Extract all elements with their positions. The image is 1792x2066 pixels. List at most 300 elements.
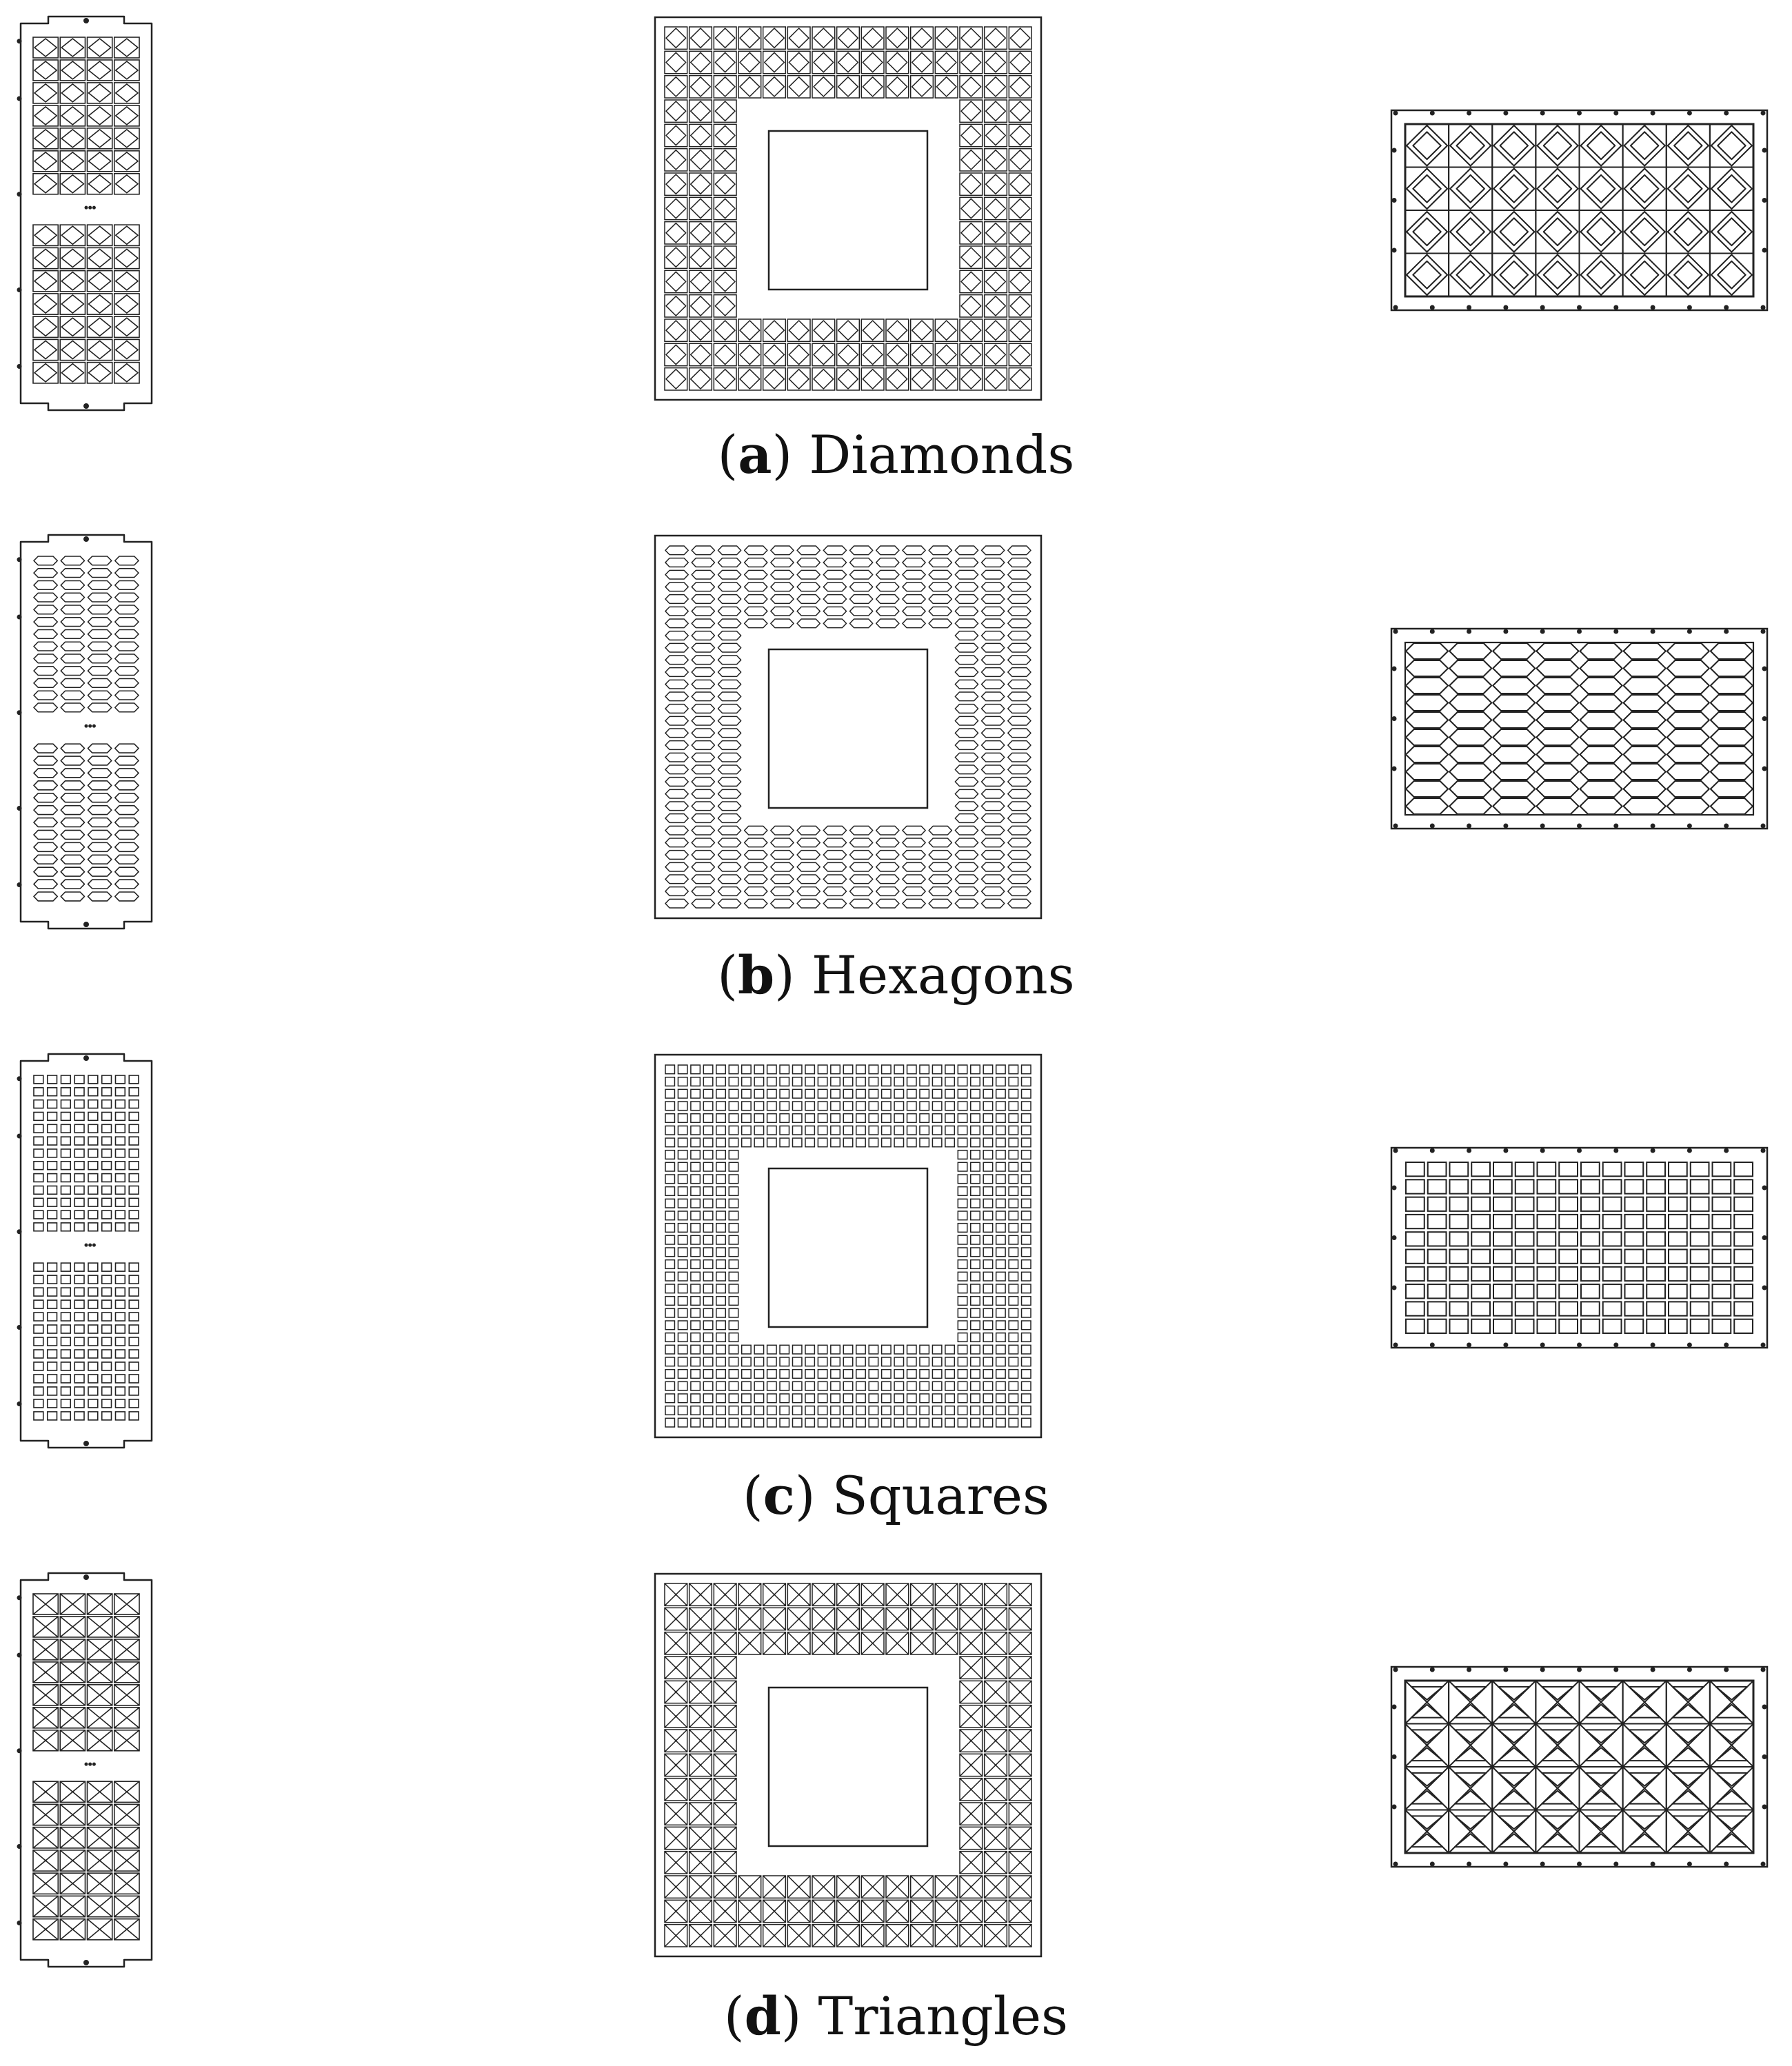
triangle-cutout <box>1716 1705 1747 1718</box>
square-cutout <box>102 1223 112 1231</box>
square-cutout <box>945 1381 954 1390</box>
cell <box>1710 168 1753 211</box>
hexagon-cutout <box>61 630 84 639</box>
square-cutout <box>1493 1232 1512 1246</box>
cell <box>114 316 139 337</box>
square-cutout <box>945 1114 954 1123</box>
hexagon-cutout <box>1008 619 1031 628</box>
diamond-cutout <box>715 199 735 218</box>
triangle-divider <box>714 1608 736 1630</box>
square-cutout <box>116 1288 125 1296</box>
hexagon-cutout <box>1711 712 1753 728</box>
cell <box>1536 124 1579 168</box>
triangle-divider <box>837 1925 860 1947</box>
hexagon-cutout <box>115 892 139 901</box>
triangle-divider <box>60 1662 85 1683</box>
square-cutout <box>665 1308 674 1317</box>
hexagon-cutout <box>903 558 925 567</box>
diamond-cutout <box>986 125 1006 145</box>
triangle-cutout <box>1411 1748 1442 1761</box>
square-cutout <box>831 1357 840 1366</box>
triangle-divider <box>714 1779 736 1801</box>
square-cutout <box>129 1223 139 1231</box>
cell <box>960 124 983 146</box>
hexagon-cutout <box>1536 747 1578 762</box>
hexagon-cutout <box>982 595 1005 604</box>
diamond-cutout <box>666 199 686 218</box>
square-cutout <box>1009 1260 1018 1269</box>
square-cutout <box>983 1162 992 1171</box>
square-cutout <box>1647 1179 1665 1193</box>
hexagon-cutout <box>61 769 84 778</box>
square-cutout <box>716 1235 725 1244</box>
bolt-hole <box>17 1595 22 1600</box>
diamond-cutout <box>814 369 834 389</box>
triangle-divider <box>60 1639 85 1660</box>
hexagon-cutout <box>797 546 820 555</box>
square-cutout <box>1559 1232 1578 1246</box>
diamond-cutout <box>61 318 83 336</box>
square-cutout <box>703 1077 712 1086</box>
cell <box>665 270 687 292</box>
diamond-cutout <box>1010 150 1030 170</box>
hexagon-cutout <box>1711 764 1753 780</box>
bolt-hole <box>1392 148 1397 153</box>
hexagon-cutout <box>61 756 84 765</box>
triangle-divider <box>1009 1657 1031 1679</box>
hexagon-cutout <box>1580 643 1622 659</box>
square-cutout <box>971 1357 980 1366</box>
square-cutout <box>34 1149 43 1157</box>
hexagon-cutout <box>745 558 767 567</box>
hexagon-cutout <box>745 546 767 555</box>
square-cutout <box>1669 1232 1687 1246</box>
square-cutout <box>729 1308 738 1317</box>
cell <box>1009 51 1031 73</box>
cell <box>114 37 139 58</box>
square-cutout <box>1713 1302 1731 1315</box>
diamond-cutout <box>715 77 735 97</box>
square-cutout <box>116 1112 125 1120</box>
triangle-divider <box>837 1583 860 1606</box>
triangle-cutout <box>1585 1773 1616 1786</box>
triangle-divider <box>935 1900 958 1922</box>
diamond-cutout <box>986 272 1006 291</box>
square-cutout <box>983 1151 992 1159</box>
diamond-cutout <box>116 295 138 313</box>
square-cutout <box>1559 1302 1578 1315</box>
square-cutout <box>907 1077 916 1086</box>
square-cutout <box>805 1089 814 1098</box>
square-cutout <box>665 1381 674 1390</box>
square-cutout <box>742 1370 751 1379</box>
square-cutout <box>958 1260 967 1269</box>
triangle-divider <box>960 1827 983 1849</box>
square-cutout <box>1625 1179 1644 1193</box>
square-cutout <box>678 1187 687 1196</box>
square-cutout <box>102 1100 112 1108</box>
square-cutout <box>1022 1224 1031 1233</box>
square-cutout <box>1471 1179 1490 1193</box>
hexagon-cutout <box>797 887 820 896</box>
triangle-cutout <box>1716 1730 1747 1743</box>
cell <box>1580 254 1623 297</box>
hexagon-cutout <box>665 643 688 652</box>
diamond-cutout <box>89 61 111 79</box>
hexagon-cutout <box>929 558 952 567</box>
square-cutout <box>1406 1197 1424 1211</box>
cell <box>837 319 860 341</box>
square-cutout <box>665 1224 674 1233</box>
bolt-hole <box>85 725 88 728</box>
hexagon-cutout <box>61 691 84 700</box>
diamond-cutout <box>838 369 858 389</box>
square-cutout <box>88 1412 98 1420</box>
triangle-divider <box>960 1876 983 1898</box>
square-cutout <box>48 1124 57 1133</box>
square-cutout <box>1450 1162 1469 1176</box>
mount-hole <box>83 1960 89 1965</box>
square-cutout <box>856 1077 865 1086</box>
tall-plate-outline <box>21 535 152 929</box>
square-cutout <box>742 1065 751 1074</box>
square-cutout <box>34 1362 43 1370</box>
cell <box>1009 149 1031 171</box>
square-cutout <box>869 1089 878 1098</box>
triangle-divider <box>1009 1779 1031 1801</box>
hexagon-cutout <box>115 618 139 627</box>
square-cutout <box>61 1300 71 1308</box>
hexagon-cutout <box>903 607 925 616</box>
square-cutout <box>678 1321 687 1330</box>
square-cutout <box>34 1275 43 1284</box>
bolt-hole <box>1430 111 1435 116</box>
square-cutout <box>767 1406 776 1415</box>
bolt-hole <box>1503 1343 1508 1348</box>
square-cutout <box>1022 1235 1031 1244</box>
square-cutout <box>678 1235 687 1244</box>
cell <box>33 247 58 268</box>
triangle-divider <box>985 1876 1007 1898</box>
square-cutout <box>61 1088 71 1096</box>
hexagon-cutout <box>745 838 767 847</box>
square-cutout <box>703 1308 712 1317</box>
triangle-cutout <box>1673 1791 1704 1804</box>
diamond-cutout <box>986 321 1006 340</box>
triangle-divider <box>960 1705 983 1728</box>
square-cutout <box>907 1406 916 1415</box>
hexagon-cutout <box>718 765 741 774</box>
square-cutout <box>1406 1250 1424 1264</box>
hexagon-cutout <box>61 842 84 851</box>
bolt-hole <box>1651 1148 1655 1153</box>
square-cutout <box>958 1126 967 1135</box>
square-cutout <box>907 1418 916 1427</box>
square-cutout <box>754 1077 763 1086</box>
hexagon-cutout <box>665 778 688 787</box>
square-cutout <box>48 1412 57 1420</box>
bolt-hole <box>1687 824 1692 829</box>
triangle-cutout <box>1498 1816 1529 1829</box>
triangle-divider <box>935 1876 958 1898</box>
bolt-hole <box>1687 1343 1692 1348</box>
square-cutout <box>1009 1199 1018 1208</box>
bolt-hole <box>17 1076 22 1081</box>
hexagon-cutout <box>665 570 688 579</box>
cell <box>88 37 112 58</box>
hexagon-cutout <box>115 769 139 778</box>
square-cutout <box>996 1089 1005 1098</box>
square-cutout <box>703 1357 712 1366</box>
square-cutout <box>1009 1151 1018 1159</box>
square-cutout <box>34 1124 43 1133</box>
square-cutout <box>1471 1267 1490 1281</box>
caption-text: Diamonds <box>809 424 1075 485</box>
hexagon-cutout <box>903 826 925 835</box>
triangle-divider <box>886 1632 909 1654</box>
square-cutout <box>1625 1319 1644 1333</box>
diamond-cutout <box>61 175 83 193</box>
triangle-divider <box>60 1617 85 1637</box>
square-cutout <box>1022 1321 1031 1330</box>
hexagon-cutout <box>1008 631 1031 640</box>
triangle-divider <box>985 1632 1007 1654</box>
bolt-hole <box>17 1325 22 1330</box>
square-cutout <box>1538 1232 1556 1246</box>
square-cutout <box>996 1248 1005 1257</box>
cell <box>665 51 687 73</box>
hexagon-cutout <box>1008 899 1031 908</box>
triangle-divider <box>714 1900 736 1922</box>
triangle-divider <box>886 1608 909 1630</box>
bolt-hole <box>1724 629 1729 634</box>
hexagon-cutout <box>1711 660 1753 676</box>
square-cutout <box>945 1126 954 1135</box>
cell <box>763 51 786 73</box>
triangle-divider <box>861 1925 884 1947</box>
square-cutout <box>742 1089 751 1098</box>
hexagon-cutout <box>34 654 57 663</box>
triangle-divider <box>689 1925 712 1947</box>
square-cutout <box>703 1175 712 1184</box>
hexagon-cutout <box>955 558 978 567</box>
cell <box>665 319 687 341</box>
triangle-divider <box>88 1804 112 1825</box>
square-cutout <box>729 1102 738 1111</box>
triangle-cutout <box>1716 1748 1747 1761</box>
triangle-divider <box>665 1583 687 1606</box>
triangle-divider <box>114 1730 139 1751</box>
square-cutout <box>932 1357 941 1366</box>
hexagon-cutout <box>1449 660 1491 676</box>
square-cutout <box>1581 1179 1600 1193</box>
triangle-cutout <box>1455 1748 1486 1761</box>
square-cutout <box>703 1272 712 1281</box>
diamond-cutout <box>34 364 57 382</box>
square-cutout <box>869 1065 878 1074</box>
square-cutout <box>74 1124 84 1133</box>
square-cutout <box>932 1126 941 1135</box>
bolt-hole <box>1577 1148 1582 1153</box>
square-cutout <box>894 1126 903 1135</box>
square-cutout <box>691 1260 700 1269</box>
cell <box>689 51 712 73</box>
cell <box>88 316 112 337</box>
square-cutout <box>1009 1224 1018 1233</box>
square-cutout <box>1450 1215 1469 1228</box>
square-cutout <box>729 1175 738 1184</box>
square-cutout <box>1009 1370 1018 1379</box>
diamond-cutout <box>814 345 834 364</box>
triangle-divider <box>861 1876 884 1898</box>
bolt-hole <box>1430 1343 1435 1348</box>
hexagon-cutout <box>823 862 846 871</box>
triangle-divider <box>837 1608 860 1630</box>
triangle-divider <box>763 1583 786 1606</box>
triangle-cutout <box>1498 1748 1529 1761</box>
wide-plate <box>1391 1667 1767 1867</box>
cell <box>837 51 860 73</box>
triangle-divider <box>911 1900 934 1922</box>
triangle-divider <box>665 1779 687 1801</box>
square-cutout <box>678 1102 687 1111</box>
diamond-cutout <box>61 152 83 170</box>
square-cutout <box>1022 1199 1031 1208</box>
square-plate-outline <box>655 17 1041 400</box>
triangle-divider <box>714 1730 736 1752</box>
hexagon-cutout <box>823 875 846 884</box>
square-cutout <box>48 1300 57 1308</box>
square-cutout <box>691 1126 700 1135</box>
square-cutout <box>61 1350 71 1358</box>
diamond-cutout <box>89 107 111 125</box>
square-cutout <box>869 1394 878 1403</box>
square-cutout <box>1022 1284 1031 1293</box>
square-cutout <box>767 1381 776 1390</box>
triangle-cutout <box>1411 1687 1442 1700</box>
bolt-hole <box>1393 629 1398 634</box>
square-cutout <box>678 1370 687 1379</box>
square-cutout <box>729 1381 738 1390</box>
square-cutout <box>920 1406 929 1415</box>
cell <box>985 173 1007 195</box>
diamond-cutout <box>887 52 907 72</box>
diamond-cutout <box>1010 101 1030 121</box>
hexagon-cutout <box>692 583 714 591</box>
diamond-cutout <box>89 175 111 193</box>
hexagon-cutout <box>982 668 1005 677</box>
square-cutout <box>983 1126 992 1135</box>
cell <box>33 294 58 314</box>
window-cutout <box>769 1168 927 1327</box>
square-cutout <box>1625 1302 1644 1315</box>
square-cutout <box>1009 1418 1018 1427</box>
square-cutout <box>88 1275 98 1284</box>
hexagon-cutout <box>1449 747 1491 762</box>
square-cutout <box>678 1248 687 1257</box>
diamond-cutout <box>116 249 138 267</box>
hexagon-cutout <box>61 667 84 676</box>
hexagon-cutout <box>88 630 112 639</box>
square-cutout <box>678 1114 687 1123</box>
diamond-cutout <box>666 369 686 389</box>
bolt-hole <box>1392 1754 1397 1759</box>
diamond-cutout <box>961 247 981 267</box>
square-cutout <box>894 1406 903 1415</box>
square-cutout <box>1450 1197 1469 1211</box>
square-cutout <box>729 1089 738 1098</box>
hexagon-cutout <box>876 826 899 835</box>
square-cutout <box>102 1075 112 1084</box>
bolt-hole <box>1762 1805 1767 1810</box>
bolt-hole <box>85 1763 88 1766</box>
square-cutout <box>691 1102 700 1111</box>
square-cutout <box>88 1223 98 1231</box>
square-cutout <box>703 1418 712 1427</box>
row-hexagons <box>17 535 1768 929</box>
hexagon-cutout <box>665 631 688 640</box>
hexagon-cutout <box>718 595 741 604</box>
square-cutout <box>983 1394 992 1403</box>
square-cutout <box>678 1089 687 1098</box>
square-cutout <box>1647 1284 1665 1298</box>
square-cutout <box>983 1211 992 1220</box>
square-plate <box>655 1055 1041 1437</box>
square-cutout <box>678 1151 687 1159</box>
hexagon-cutout <box>88 744 112 753</box>
hexagon-cutout <box>955 789 978 798</box>
square-cutout <box>996 1308 1005 1317</box>
diamond-cutout <box>814 52 834 72</box>
square-cutout <box>996 1418 1005 1427</box>
cell <box>689 173 712 195</box>
cell <box>1405 254 1449 297</box>
hexagon-cutout <box>771 826 794 835</box>
cell <box>665 173 687 195</box>
square-cutout <box>691 1187 700 1196</box>
hexagon-cutout <box>1667 781 1709 797</box>
square-cutout <box>1450 1284 1469 1298</box>
hexagon-cutout <box>797 862 820 871</box>
square-cutout <box>920 1126 929 1135</box>
bolt-hole <box>1762 716 1767 721</box>
square-cutout <box>920 1370 929 1379</box>
square-cutout <box>1022 1151 1031 1159</box>
square-cutout <box>716 1187 725 1196</box>
square-cutout <box>1538 1250 1556 1264</box>
cell <box>935 76 958 98</box>
square-cutout <box>129 1186 139 1194</box>
cell <box>60 339 85 360</box>
hexagon-cutout <box>718 705 741 713</box>
cell <box>812 368 835 390</box>
triangle-cutout <box>1673 1834 1704 1847</box>
square-cutout <box>1022 1406 1031 1415</box>
hexagon-cutout <box>34 630 57 639</box>
diamond-cutout <box>912 345 932 364</box>
hexagon-cutout <box>823 826 846 835</box>
hexagon-cutout <box>771 619 794 628</box>
triangle-cutout <box>1542 1730 1573 1743</box>
square-cutout <box>1581 1284 1600 1298</box>
diamond-cutout <box>34 295 57 313</box>
triangle-divider <box>960 1608 983 1630</box>
square-cutout <box>1022 1187 1031 1196</box>
hexagon-cutout <box>955 753 978 762</box>
bolt-hole <box>85 206 88 210</box>
hexagon-cutout <box>850 607 873 616</box>
triangle-divider <box>689 1705 712 1728</box>
